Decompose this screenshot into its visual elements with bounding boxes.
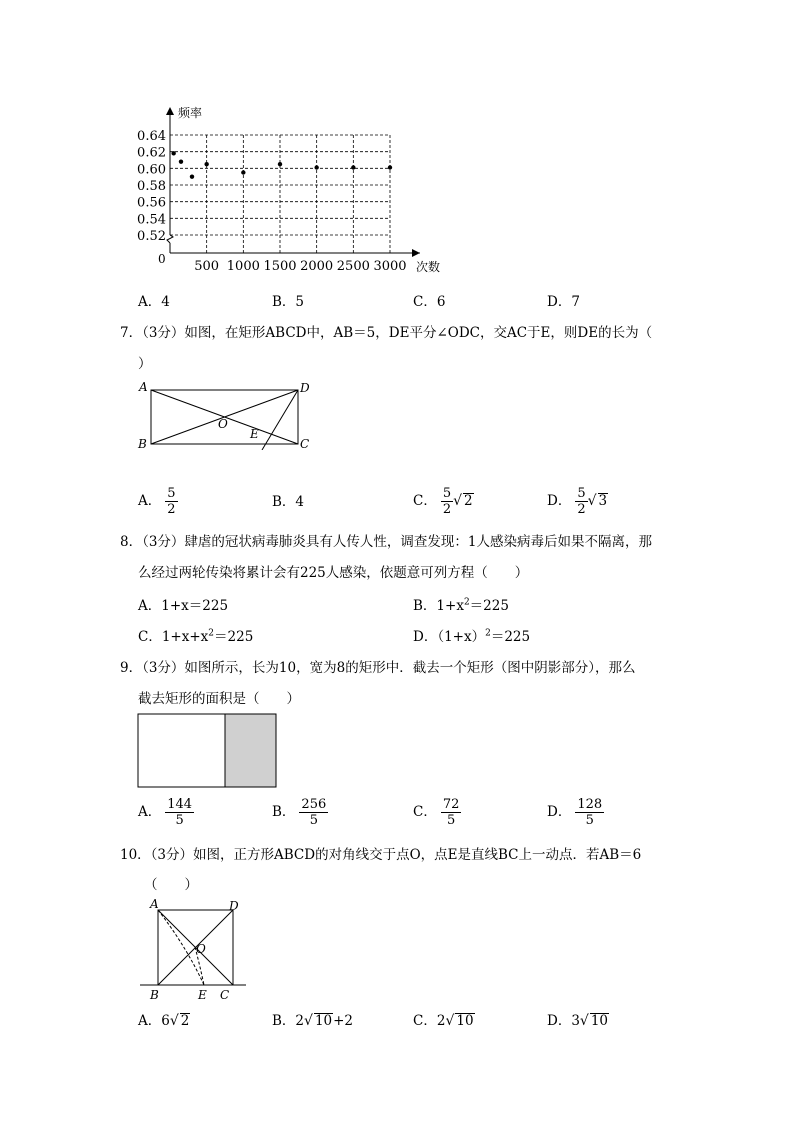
numerator: 72 — [442, 797, 460, 812]
q10-option-c[interactable] — [413, 1009, 475, 1029]
x-tick-label: 3000 — [373, 259, 407, 274]
option-text: 7 — [571, 294, 580, 310]
q7-stem-line2: ） — [138, 356, 152, 372]
q10-option-d[interactable] — [547, 1009, 609, 1029]
q7-option-b[interactable] — [272, 490, 304, 510]
numerator: 5 — [442, 486, 452, 501]
y-tick-label: 0.62 — [137, 145, 166, 161]
radicand: 3 — [598, 493, 608, 509]
chart-grid — [170, 135, 390, 253]
option-letter: A． — [138, 294, 162, 310]
q8-option-d[interactable] — [413, 625, 530, 645]
chart-axes — [166, 107, 420, 257]
data-point — [179, 159, 183, 163]
q8-stem-line2: 么经过两轮传染将累计会有225人感染，依题意可列方程（ ） — [138, 565, 529, 581]
option-letter: D． — [547, 294, 572, 310]
option-tail: +2 — [333, 1013, 354, 1029]
fraction — [441, 797, 462, 828]
q9-option-d[interactable] — [547, 797, 604, 828]
numerator: 144 — [167, 797, 193, 812]
fraction — [165, 797, 194, 828]
x-axis-label: 次数 — [416, 260, 441, 274]
fraction — [441, 486, 453, 517]
option-text: ＝225 — [490, 629, 531, 645]
q10-stem-line2: （ ） — [144, 877, 198, 893]
data-point — [171, 151, 175, 155]
radicand: 10 — [456, 1013, 474, 1029]
x-tick-label: 1500 — [263, 259, 297, 274]
data-point — [204, 162, 208, 166]
data-point — [190, 174, 194, 178]
option-letter: A． — [138, 493, 162, 509]
coefficient: 3 — [571, 1013, 580, 1029]
option-text: 6 — [436, 294, 446, 310]
option-letter: D． — [547, 804, 572, 820]
radical-sign: √ — [169, 1013, 179, 1029]
q8-option-b[interactable] — [413, 594, 509, 614]
fraction — [575, 797, 604, 828]
x-tick-label: 1000 — [226, 259, 260, 274]
option-letter: D． — [547, 493, 572, 509]
option-text: 5 — [295, 294, 305, 310]
denominator: 2 — [577, 502, 586, 517]
x-tick-label: 2000 — [300, 259, 334, 274]
exponent: 2 — [485, 628, 491, 639]
numerator: 256 — [301, 797, 327, 812]
denominator: 2 — [167, 502, 176, 517]
exponent: 2 — [463, 597, 470, 608]
option-text: D．（1+x） — [413, 629, 486, 645]
data-point — [314, 165, 318, 169]
q10-stem-line1: 10．（3分）如图，正方形ABCD的对角线交于点O，点E是直线BC上一动点．若AB＝6 — [120, 847, 642, 863]
fraction — [575, 486, 587, 517]
data-point — [278, 162, 282, 166]
option-text: 4 — [161, 294, 170, 310]
q6-option-b[interactable] — [272, 290, 304, 310]
q9-option-c[interactable] — [413, 797, 461, 828]
denominator: 5 — [585, 813, 594, 828]
option-letter: A． — [138, 804, 162, 820]
option-text: C．1+x+x — [138, 629, 209, 645]
label-c: C — [220, 988, 230, 1002]
label-a: A — [150, 897, 159, 911]
x-tick-label: 2500 — [336, 259, 370, 274]
radical-sign: √ — [445, 1013, 455, 1029]
x-tick-labels — [194, 259, 406, 274]
denominator: 5 — [309, 813, 318, 828]
option-letter: C． — [413, 294, 437, 310]
q8-option-c[interactable] — [138, 625, 253, 645]
label-o: O — [196, 942, 206, 956]
option-letter: A． — [138, 1013, 162, 1029]
option-letter: C． — [413, 493, 437, 509]
q7-rectangle-figure — [132, 378, 322, 450]
coefficient: 2 — [436, 1013, 446, 1029]
denominator: 2 — [442, 502, 452, 517]
option-letter: C． — [413, 804, 437, 820]
data-point — [388, 165, 392, 169]
denominator: 5 — [175, 813, 184, 828]
y-tick-label: 0.52 — [137, 229, 166, 244]
q9-option-b[interactable] — [272, 797, 328, 828]
shaded-rectangle — [225, 714, 276, 787]
label-e: E — [198, 988, 207, 1002]
option-letter: B． — [272, 294, 296, 310]
y-tick-label: 0.54 — [137, 212, 166, 228]
x-tick-label: 500 — [194, 259, 220, 274]
exponent: 2 — [208, 628, 215, 639]
frequency-scatter-chart — [120, 95, 460, 285]
label-o: O — [218, 417, 228, 431]
radicand: 10 — [314, 1013, 333, 1029]
y-axis-label: 频率 — [178, 106, 203, 120]
q10-option-a[interactable] — [138, 1009, 190, 1029]
y-tick-label: 0.64 — [137, 129, 166, 144]
option-letter: B． — [272, 1013, 296, 1029]
y-tick-label: 0.58 — [137, 179, 166, 194]
segment-de — [262, 390, 298, 450]
q9-option-a[interactable] — [138, 797, 194, 828]
label-e: E — [250, 427, 259, 441]
numerator: 128 — [577, 797, 603, 812]
option-letter: B． — [272, 494, 296, 510]
option-letter: D． — [547, 1013, 572, 1029]
q7-option-a[interactable] — [138, 486, 178, 517]
q6-option-a[interactable] — [138, 290, 170, 310]
data-points — [171, 151, 392, 179]
option-text: 4 — [295, 494, 305, 510]
radicand: 2 — [180, 1013, 190, 1029]
denominator: 5 — [446, 813, 456, 828]
origin-label: 0 — [158, 252, 166, 266]
radicand: 10 — [590, 1013, 609, 1029]
numerator: 5 — [167, 486, 176, 501]
data-point — [241, 170, 245, 174]
radical-sign: √ — [304, 1013, 313, 1029]
q9-rectangle-figure — [137, 713, 278, 789]
data-point — [351, 165, 355, 169]
q8-option-a[interactable]: A．1+x＝225 — [138, 598, 229, 614]
q7-option-d[interactable] — [547, 486, 608, 517]
q9-stem-line2: 截去矩形的面积是（ ） — [138, 691, 300, 707]
option-letter: C． — [413, 1013, 437, 1029]
y-tick-label: 0.60 — [137, 162, 166, 178]
q6-option-c[interactable] — [413, 290, 445, 310]
q7-stem-line1: 7．（3分）如图，在矩形ABCD中，AB＝5，DE平分∠ODC，交AC于E，则DE的长为（ — [120, 325, 653, 341]
label-a: A — [139, 380, 148, 394]
y-axis-break — [167, 235, 173, 243]
q9-stem-line1: 9．（3分）如图所示，长为10，宽为8的矩形中．截去一个矩形（图中阴影部分），那么 — [120, 660, 636, 676]
label-d: D — [229, 899, 239, 913]
q10-option-b[interactable] — [272, 1009, 353, 1029]
q6-option-d[interactable] — [547, 290, 580, 310]
q7-option-c[interactable] — [413, 486, 474, 517]
radicand: 2 — [464, 493, 473, 509]
fraction — [165, 486, 177, 517]
y-tick-label: 0.56 — [137, 195, 166, 211]
coefficient: 2 — [295, 1013, 305, 1029]
radical-sign: √ — [579, 1013, 589, 1029]
radical-sign: √ — [453, 493, 463, 509]
coefficient: 6 — [161, 1013, 170, 1029]
option-text: ＝225 — [469, 598, 509, 614]
x-axis-arrow — [412, 249, 420, 257]
y-tick-labels — [137, 129, 166, 244]
label-b: B — [138, 437, 147, 450]
option-letter: B． — [272, 804, 296, 820]
radical-sign: √ — [587, 493, 597, 509]
q10-square-figure — [136, 896, 252, 1004]
option-text: B．1+x — [413, 598, 464, 614]
numerator: 5 — [577, 486, 586, 501]
option-text: ＝225 — [214, 629, 254, 645]
label-b: B — [150, 988, 159, 1002]
label-c: C — [300, 437, 310, 450]
q8-stem-line1: 8．（3分）肆虐的冠状病毒肺炎具有人传人性，调查发现：1人感染病毒后如果不隔离，那 — [120, 534, 653, 550]
y-axis-arrow — [166, 107, 174, 115]
label-d: D — [300, 381, 310, 395]
fraction — [299, 797, 328, 828]
